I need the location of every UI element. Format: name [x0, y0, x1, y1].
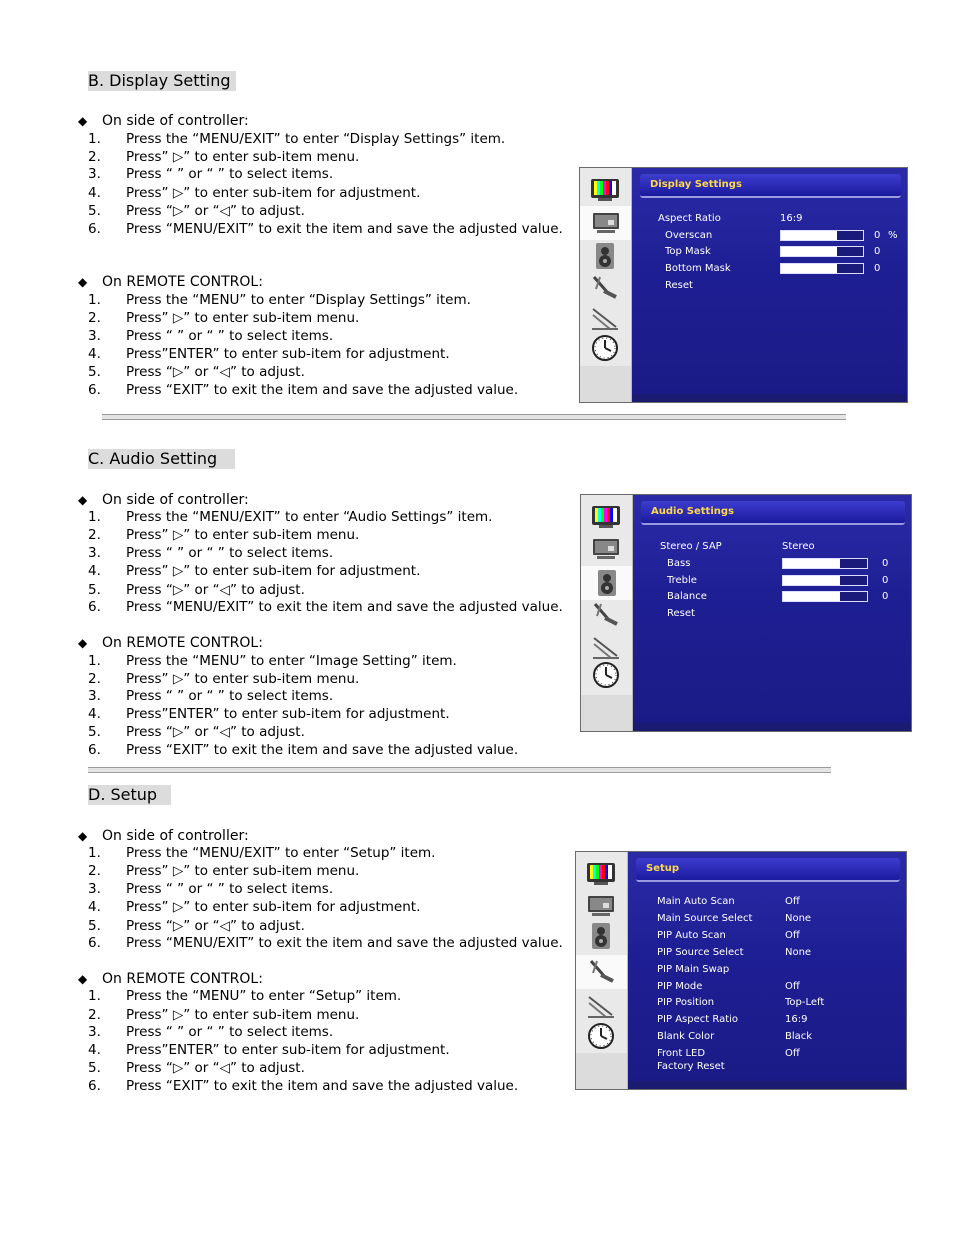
osd-slider — [782, 591, 868, 602]
osd-main-panel — [628, 852, 906, 1089]
list-item: 1. Press the “MENU/EXIT” to enter “Audio Settings” item. — [88, 509, 493, 525]
osd-item-value: 0 — [874, 263, 881, 274]
list-item: 6. Press “EXIT” to exit the item and save the adjusted value. — [88, 382, 519, 398]
osd-main-panel — [633, 495, 911, 731]
diamond-bullet-icon: ◆ — [78, 275, 88, 289]
clock-icon — [582, 1022, 620, 1050]
list-item: 3. Press “ ” or “ ” to select items. — [88, 545, 334, 561]
tv-color-bars-icon — [587, 503, 625, 531]
tools-icon — [587, 601, 625, 629]
osd-item-value: 0 — [882, 558, 889, 569]
tv-color-bars-icon — [586, 176, 624, 204]
diamond-bullet-icon: ◆ — [78, 972, 88, 986]
osd-item-label: Factory Reset — [657, 1061, 725, 1072]
osd-item-label: Front LED — [657, 1048, 706, 1059]
osd-item-value: 16:9 — [780, 213, 803, 224]
osd-title: Audio Settings — [651, 506, 734, 517]
osd-item-label: Main Auto Scan — [657, 896, 735, 907]
osd-item-label: Bottom Mask — [665, 263, 731, 274]
osd-bottom-band — [633, 723, 911, 731]
osd-item-label: Bass — [667, 558, 691, 569]
diamond-bullet-icon: ◆ — [78, 493, 88, 507]
speaker-icon — [581, 566, 632, 600]
osd-item-value: Off — [785, 930, 800, 941]
osd-bottom-band — [628, 1081, 906, 1089]
monitor-icon — [582, 892, 620, 920]
list-item: 3. Press “ ” or “ ” to select items. — [88, 166, 334, 182]
list-item: 5. Press “▷” or “◁” to adjust. — [88, 1060, 305, 1076]
osd-sidebar — [581, 495, 633, 731]
list-item: 4. Press”ENTER” to enter sub-item for adjustment. — [88, 346, 450, 362]
clock-icon — [586, 334, 624, 362]
osd-item-value: Top-Left — [785, 997, 825, 1008]
list-item: 6. Press “MENU/EXIT” to exit the item and save the adjusted value. — [88, 599, 563, 615]
osd-setup — [575, 851, 907, 1090]
remote-subheading: ◆ On REMOTE CONTROL: — [78, 635, 263, 651]
osd-item-label: PIP Auto Scan — [657, 930, 726, 941]
monitor-icon — [587, 535, 625, 563]
list-item: 6. Press “EXIT” to exit the item and save the adjusted value. — [88, 1078, 519, 1094]
osd-item-label: Top Mask — [665, 246, 711, 257]
monitor-icon — [580, 206, 631, 240]
tools-icon — [586, 274, 624, 302]
list-item: 2. Press” ▷” to enter sub-item menu. — [88, 671, 360, 687]
section-divider — [102, 414, 846, 420]
satellite-dish-icon — [587, 633, 625, 661]
osd-item-value: 0 — [874, 230, 881, 241]
diamond-bullet-icon: ◆ — [78, 829, 88, 843]
list-item: 2. Press” ▷” to enter sub-item menu. — [88, 863, 360, 879]
speaker-icon — [586, 242, 624, 270]
list-item: 4. Press” ▷” to enter sub-item for adjustment. — [88, 185, 421, 201]
osd-item-value: Stereo — [782, 541, 815, 552]
osd-item-label: Main Source Select — [657, 913, 753, 924]
list-item: 1. Press the “MENU” to enter “Setup” item. — [88, 988, 402, 1004]
diamond-bullet-icon: ◆ — [78, 114, 88, 128]
list-item: 5. Press “▷” or “◁” to adjust. — [88, 724, 305, 740]
osd-sidebar — [580, 168, 632, 402]
osd-display-settings — [579, 167, 908, 403]
osd-slider — [780, 230, 864, 241]
osd-audio-settings — [580, 494, 912, 732]
osd-item-value: 0 — [882, 575, 889, 586]
clock-icon — [587, 661, 625, 689]
osd-sidebar-footer — [581, 695, 632, 731]
satellite-dish-icon — [582, 992, 620, 1020]
osd-titlebar — [641, 501, 905, 525]
list-item: 1. Press the “MENU” to enter “Display Settings” item. — [88, 292, 471, 308]
list-item: 4. Press” ▷” to enter sub-item for adjustment. — [88, 563, 421, 579]
list-item: 2. Press” ▷” to enter sub-item menu. — [88, 1007, 360, 1023]
list-item: 5. Press “▷” or “◁” to adjust. — [88, 203, 305, 219]
osd-item-label: Reset — [667, 608, 695, 619]
list-item: 1. Press the “MENU” to enter “Image Setting” item. — [88, 653, 457, 669]
list-item: 1. Press the “MENU/EXIT” to enter “Display Settings” item. — [88, 131, 506, 147]
osd-sidebar — [576, 852, 628, 1089]
list-item: 4. Press”ENTER” to enter sub-item for adjustment. — [88, 1042, 450, 1058]
list-item: 6. Press “MENU/EXIT” to exit the item and save the adjusted value. — [88, 935, 563, 951]
osd-item-value: Off — [785, 1048, 800, 1059]
osd-item-label: PIP Aspect Ratio — [657, 1014, 739, 1025]
osd-item-label: Overscan — [665, 230, 713, 241]
osd-item-value: 0 — [874, 246, 881, 257]
controller-subheading: ◆ On side of controller: — [78, 113, 249, 129]
osd-item-label: PIP Position — [657, 997, 715, 1008]
osd-item-label: Aspect Ratio — [658, 213, 721, 224]
section-heading-setup: D. Setup — [88, 785, 171, 805]
osd-item-label: Blank Color — [657, 1031, 715, 1042]
osd-item-label: Reset — [665, 280, 693, 291]
list-item: 3. Press “ ” or “ ” to select items. — [88, 328, 334, 344]
osd-sidebar-footer — [576, 1053, 627, 1089]
list-item: 3. Press “ ” or “ ” to select items. — [88, 881, 334, 897]
osd-item-value: 16:9 — [785, 1014, 808, 1025]
remote-subheading: ◆ On REMOTE CONTROL: — [78, 274, 263, 290]
controller-subheading: ◆ On side of controller: — [78, 492, 249, 508]
controller-subheading: ◆ On side of controller: — [78, 828, 249, 844]
osd-item-label: Balance — [667, 591, 707, 602]
list-item: 4. Press” ▷” to enter sub-item for adjustment. — [88, 899, 421, 915]
osd-sidebar-footer — [580, 366, 631, 402]
section-heading-audio: C. Audio Setting — [88, 449, 235, 469]
diamond-bullet-icon: ◆ — [78, 636, 88, 650]
section-divider — [88, 767, 831, 773]
section-heading-display: B. Display Setting — [88, 71, 236, 91]
satellite-dish-icon — [586, 304, 624, 332]
list-item: 5. Press “▷” or “◁” to adjust. — [88, 918, 305, 934]
osd-titlebar — [636, 858, 900, 882]
osd-item-value: None — [785, 913, 812, 924]
remote-subheading: ◆ On REMOTE CONTROL: — [78, 971, 263, 987]
osd-item-value: Black — [785, 1031, 813, 1042]
osd-title: Setup — [646, 863, 680, 874]
osd-item-label: Stereo / SAP — [660, 541, 722, 552]
list-item: 1. Press the “MENU/EXIT” to enter “Setup” item. — [88, 845, 436, 861]
osd-item-value: Off — [785, 896, 800, 907]
list-item: 3. Press “ ” or “ ” to select items. — [88, 1024, 334, 1040]
osd-slider — [782, 575, 868, 586]
list-item: 5. Press “▷” or “◁” to adjust. — [88, 582, 305, 598]
osd-main-panel — [632, 168, 907, 402]
list-item: 5. Press “▷” or “◁” to adjust. — [88, 364, 305, 380]
osd-item-label: PIP Main Swap — [657, 964, 730, 975]
osd-item-value: Off — [785, 981, 800, 992]
osd-titlebar — [640, 174, 901, 198]
osd-slider — [780, 246, 864, 257]
osd-slider — [780, 263, 864, 274]
tools-icon — [576, 955, 627, 989]
osd-item-value: None — [785, 947, 812, 958]
list-item: 6. Press “MENU/EXIT” to exit the item and save the adjusted value. — [88, 221, 563, 237]
osd-bottom-band — [632, 394, 907, 402]
list-item: 3. Press “ ” or “ ” to select items. — [88, 688, 334, 704]
list-item: 6. Press “EXIT” to exit the item and save the adjusted value. — [88, 742, 519, 758]
osd-item-label: Treble — [667, 575, 697, 586]
osd-item-unit: % — [888, 230, 898, 241]
list-item: 4. Press”ENTER” to enter sub-item for adjustment. — [88, 706, 450, 722]
osd-item-label: PIP Source Select — [657, 947, 744, 958]
osd-title: Display Settings — [650, 179, 742, 190]
osd-slider — [782, 558, 868, 569]
osd-item-label: PIP Mode — [657, 981, 703, 992]
tv-color-bars-icon — [582, 860, 620, 888]
speaker-icon — [582, 922, 620, 950]
list-item: 2. Press” ▷” to enter sub-item menu. — [88, 527, 360, 543]
list-item: 2. Press” ▷” to enter sub-item menu. — [88, 149, 360, 165]
list-item: 2. Press” ▷” to enter sub-item menu. — [88, 310, 360, 326]
osd-item-value: 0 — [882, 591, 889, 602]
